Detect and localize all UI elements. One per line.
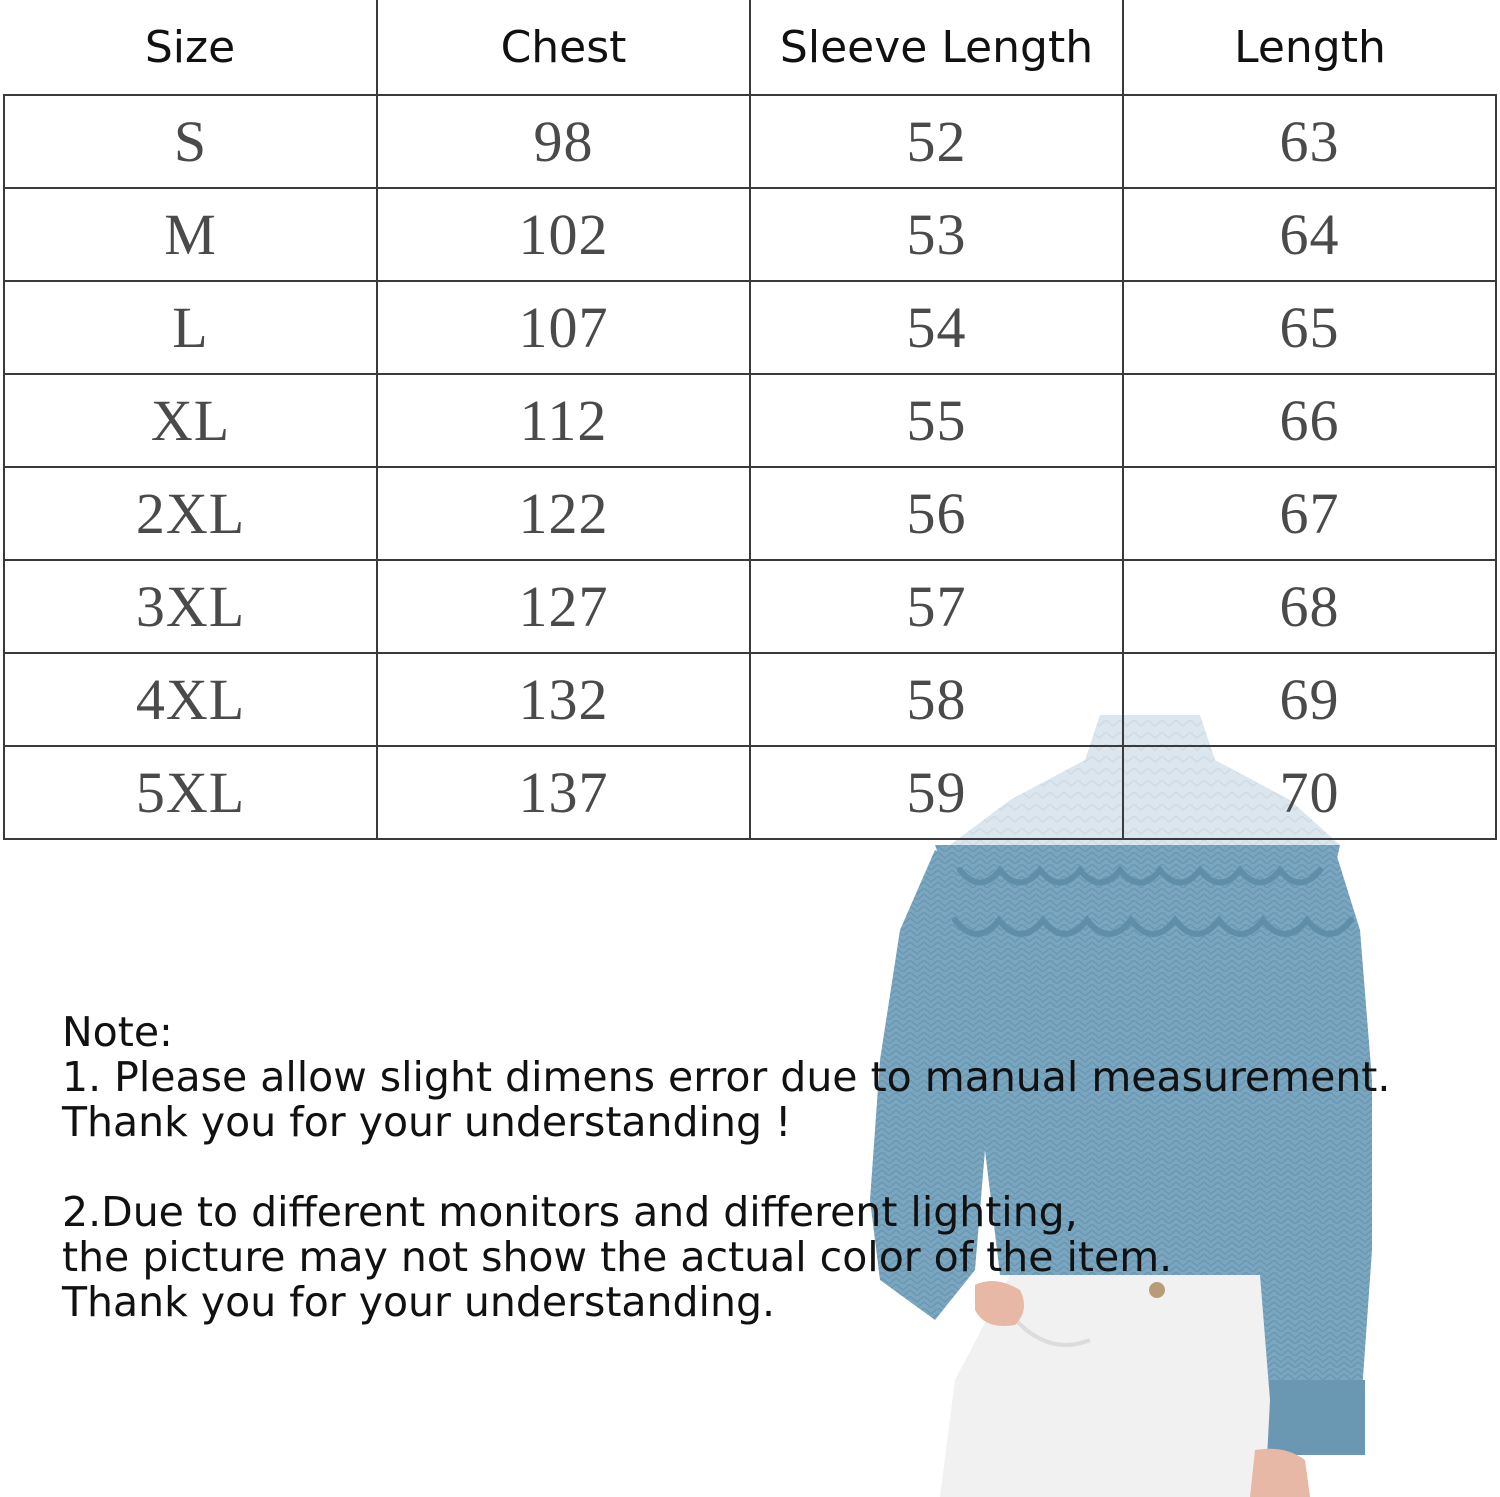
cell-length: 68: [1123, 560, 1496, 653]
table-row: [4, 281, 1496, 374]
table-header-row: [4, 0, 1496, 95]
cell-size: XL: [4, 374, 377, 467]
table-row: [4, 188, 1496, 281]
note-2-line-3: Thank you for your understanding.: [62, 1278, 775, 1326]
note-2-line-1: 2.Due to different monitors and different lighting,: [62, 1188, 1078, 1236]
note-1-line-1: 1. Please allow slight dimens error due to manual measurement.: [62, 1053, 1391, 1101]
cell-length: 67: [1123, 467, 1496, 560]
cell-size: S: [4, 95, 377, 188]
table-row: [4, 746, 1496, 839]
table-row: [4, 560, 1496, 653]
cell-chest: 98: [377, 95, 750, 188]
table-row: [4, 467, 1496, 560]
cell-sleeve-length: 55: [750, 374, 1123, 467]
cell-length: 64: [1123, 188, 1496, 281]
cell-sleeve-length: 57: [750, 560, 1123, 653]
table-row: [4, 653, 1496, 746]
cell-size: 5XL: [4, 746, 377, 839]
cell-size: L: [4, 281, 377, 374]
note-2-line-2: the picture may not show the actual color of the item.: [62, 1233, 1173, 1281]
cell-chest: 122: [377, 467, 750, 560]
cell-size: 2XL: [4, 467, 377, 560]
cell-sleeve-length: 53: [750, 188, 1123, 281]
header-size: Size: [4, 0, 377, 95]
cell-size: 3XL: [4, 560, 377, 653]
cell-chest: 132: [377, 653, 750, 746]
cell-chest: 127: [377, 560, 750, 653]
header-chest: Chest: [377, 0, 750, 95]
cell-length: 69: [1123, 653, 1496, 746]
cell-chest: 137: [377, 746, 750, 839]
cell-sleeve-length: 52: [750, 95, 1123, 188]
size-chart-table: [3, 0, 1497, 840]
note-1-line-2: Thank you for your understanding !: [62, 1098, 792, 1146]
cell-size: 4XL: [4, 653, 377, 746]
cell-length: 65: [1123, 281, 1496, 374]
cell-length: 66: [1123, 374, 1496, 467]
header-length: Length: [1123, 0, 1496, 95]
cell-chest: 107: [377, 281, 750, 374]
notes-title: Note:: [62, 1008, 173, 1056]
cell-size: M: [4, 188, 377, 281]
cell-length: 63: [1123, 95, 1496, 188]
cell-sleeve-length: 58: [750, 653, 1123, 746]
cell-chest: 112: [377, 374, 750, 467]
cell-sleeve-length: 56: [750, 467, 1123, 560]
cell-length: 70: [1123, 746, 1496, 839]
notes-spacer: [62, 1145, 1462, 1190]
header-sleeve-length: Sleeve Length: [750, 0, 1123, 95]
table-row: [4, 374, 1496, 467]
cell-sleeve-length: 54: [750, 281, 1123, 374]
notes-block: [62, 1010, 1462, 1325]
table-row: [4, 95, 1496, 188]
cell-sleeve-length: 59: [750, 746, 1123, 839]
cell-chest: 102: [377, 188, 750, 281]
right-hand: [1250, 1449, 1310, 1497]
